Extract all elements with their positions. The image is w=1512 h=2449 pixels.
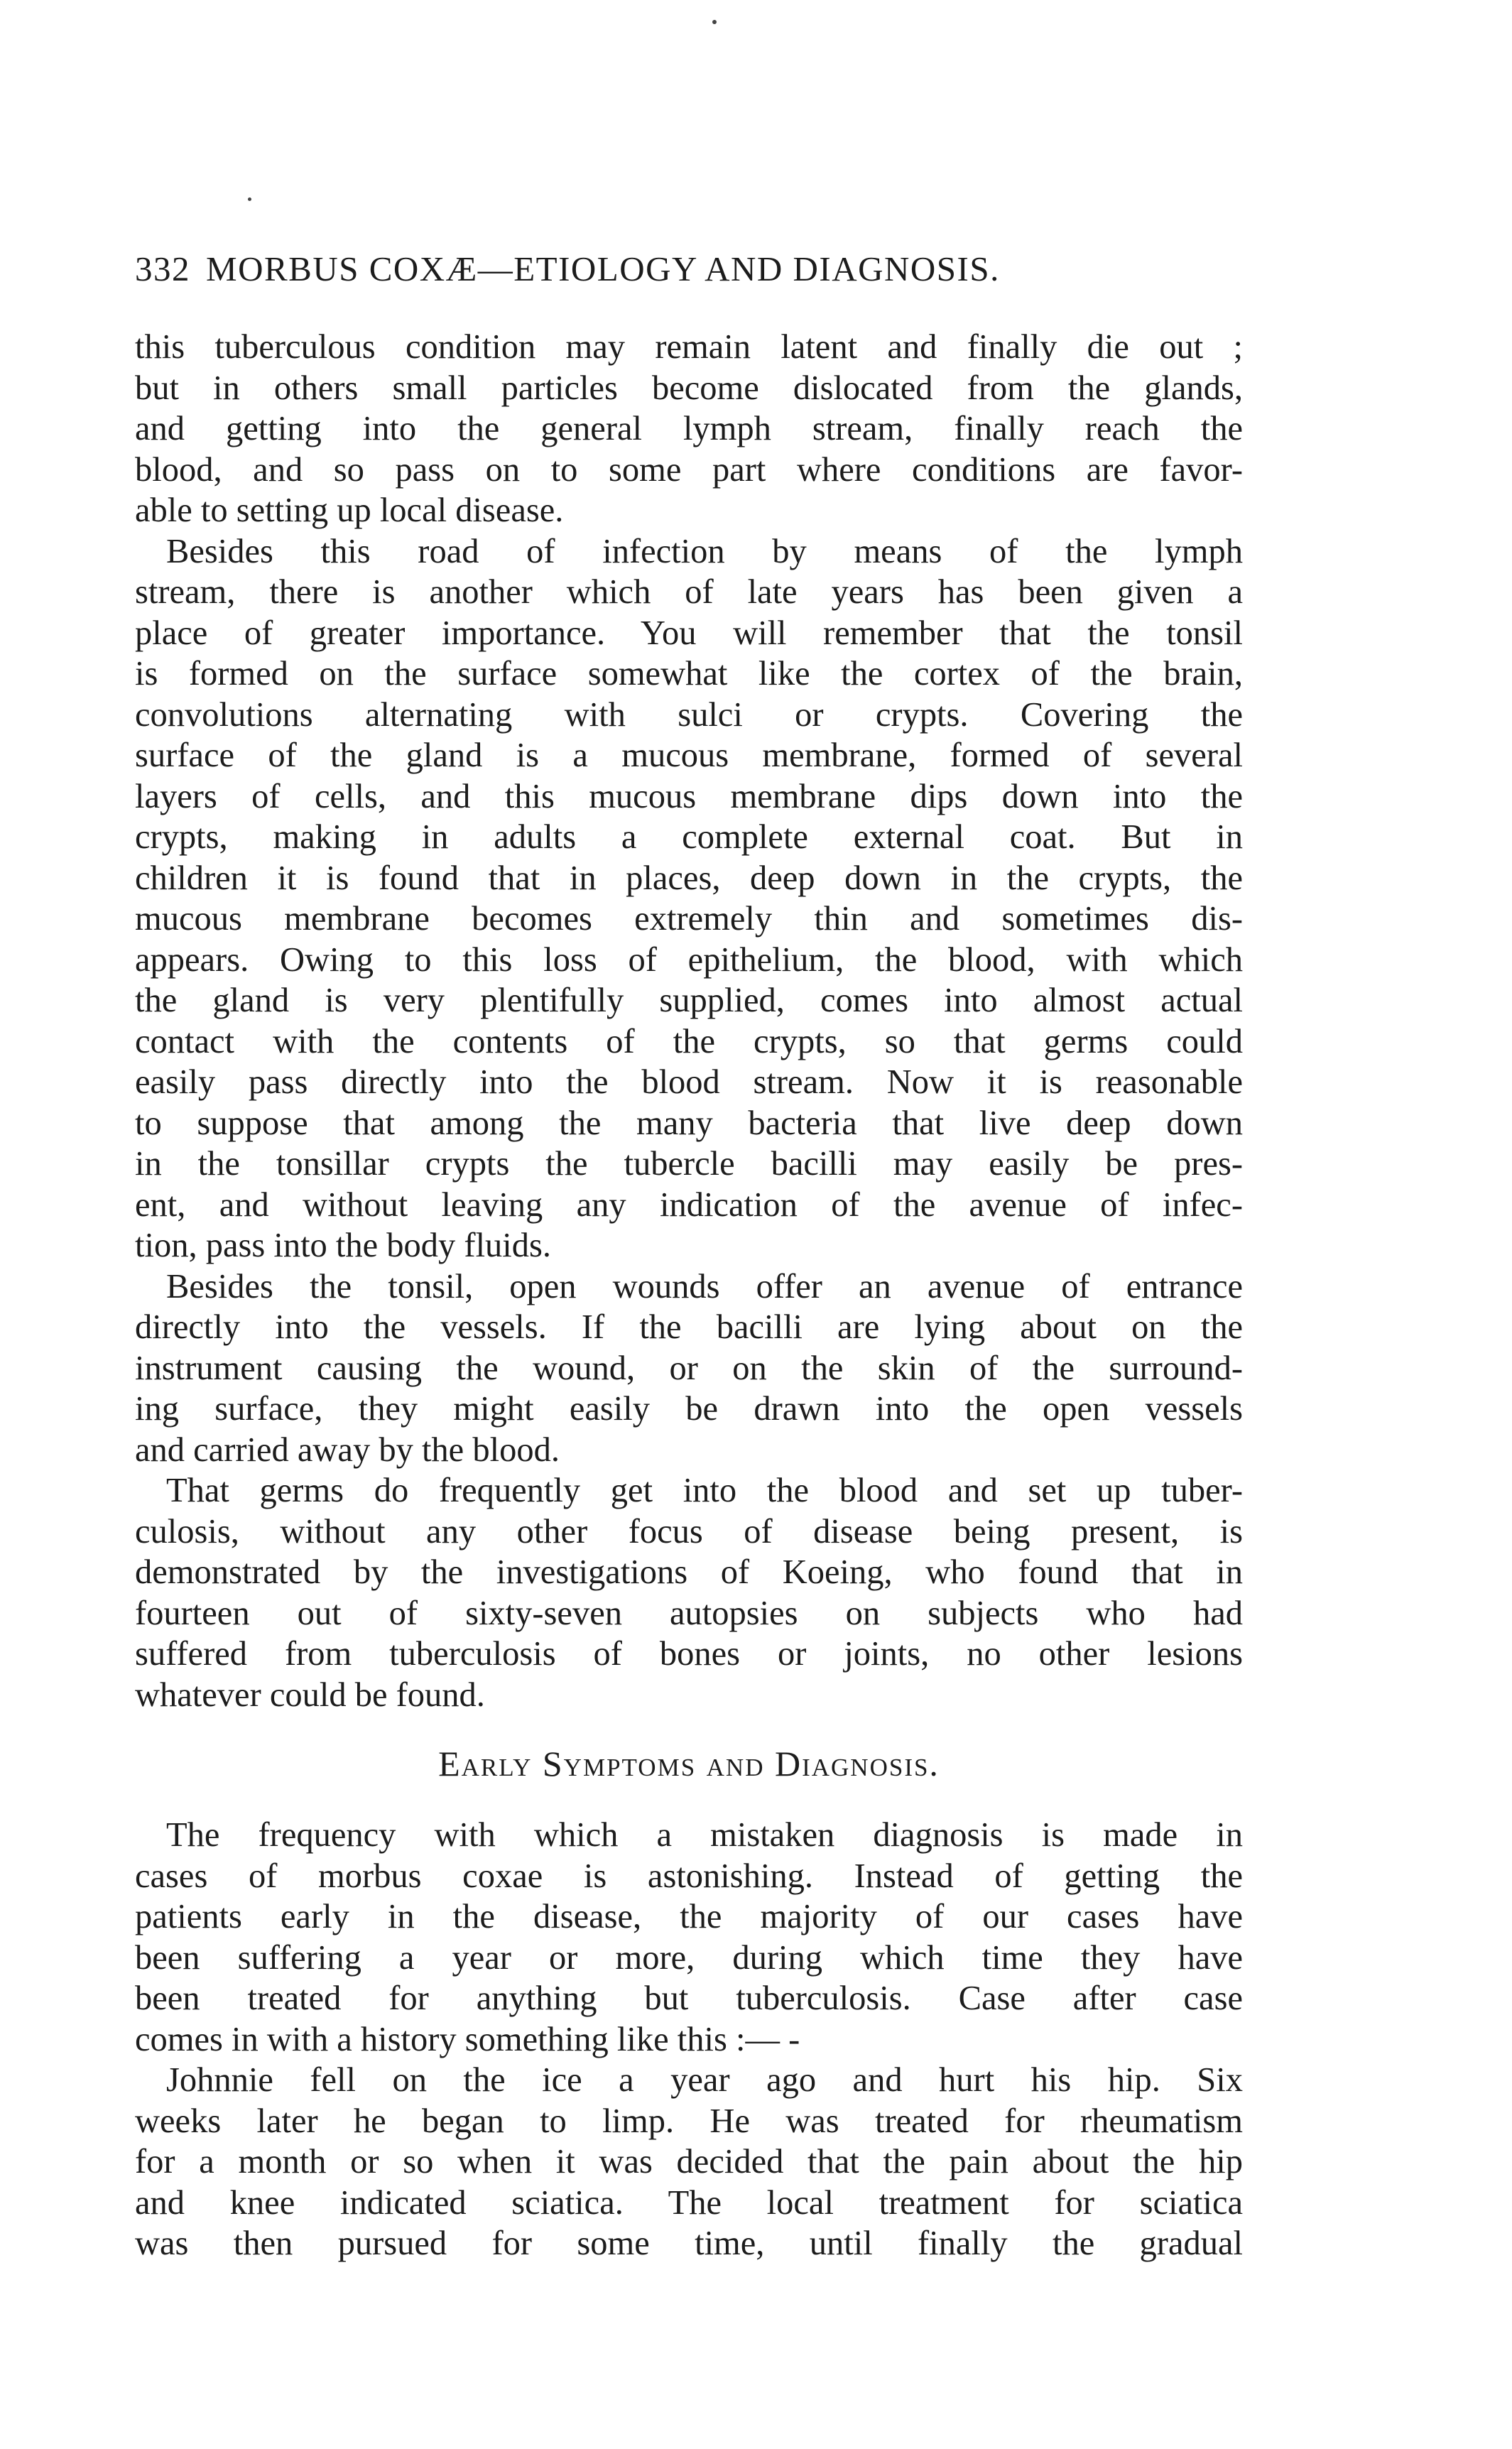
- text-line: crypts, making in adults a complete external coat. But in: [135, 818, 1243, 856]
- running-head-title: MORBUS COXÆ—ETIOLOGY AND DIAGNOSIS.: [206, 249, 1000, 288]
- text-line: children it is found that in places, deep down in the crypts, the: [135, 859, 1243, 897]
- paragraphs-after-heading: [135, 1815, 1243, 2264]
- text-line: That germs do frequently get into the blood and set up tuber-: [166, 1472, 1243, 1509]
- page-number: 332: [135, 249, 190, 288]
- paragraph: [135, 531, 1243, 1266]
- text-line: surface of the gland is a mucous membrane, formed of several: [135, 737, 1243, 774]
- text-line: weeks later he began to limp. He was treated for rheumatism: [135, 2102, 1243, 2140]
- text-line: appears. Owing to this loss of epithelium, the blood, with which: [135, 940, 1243, 979]
- text-line: contact with the contents of the crypts, so that germs could: [135, 1022, 1243, 1060]
- text-line: to suppose that among the many bacteria that live deep down: [135, 1104, 1243, 1142]
- section-heading: Early Symptoms and Diagnosis.: [438, 1744, 940, 1783]
- text-line: for a month or so when it was decided that the pain about the hip: [135, 2143, 1243, 2181]
- text-line: the gland is very plentifully supplied, comes into almost actual: [135, 982, 1243, 1019]
- text-line: patients early in the disease, the majority of our cases have: [135, 1898, 1243, 1935]
- text-line: and knee indicated sciatica. The local treatment for sciatica: [135, 2183, 1243, 2222]
- text-line: comes in with a history something like this :— -: [135, 2020, 800, 2058]
- paragraph: [135, 2060, 1243, 2264]
- text-line: directly into the vessels. If the bacilli are lying about on the: [135, 1308, 1243, 1346]
- paragraph: [135, 327, 1243, 531]
- text-line: stream, there is another which of late years has been given a: [135, 573, 1243, 611]
- text-line: but in others small particles become dislocated from the glands,: [135, 369, 1243, 407]
- text-line: easily pass directly into the blood stream. Now it is reasonable: [135, 1063, 1243, 1101]
- text-line: been treated for anything but tuberculosis. Case after case: [135, 1980, 1243, 2017]
- paragraphs-before-heading: [135, 327, 1243, 1715]
- text-line: Besides the tonsil, open wounds offer an avenue of entrance: [166, 1267, 1243, 1305]
- text-line: blood, and so pass on to some part where conditions are favor-: [135, 450, 1243, 489]
- text-line: able to setting up local disease.: [135, 492, 564, 529]
- text-line: this tuberculous condition may remain latent and finally die out ;: [135, 328, 1243, 366]
- text-line: is formed on the surface somewhat like the cortex of the brain,: [135, 655, 1243, 693]
- paragraph: [135, 1815, 1243, 2060]
- text-line: ent, and without leaving any indication of the avenue of infec-: [135, 1185, 1243, 1224]
- text-line: Johnnie fell on the ice a year ago and hurt his hip. Six: [166, 2061, 1243, 2099]
- text-line: Besides this road of infection by means of the lymph: [166, 532, 1243, 570]
- print-speck: [712, 20, 717, 24]
- paragraph: [135, 1266, 1243, 1471]
- text-line: demonstrated by the investigations of Koeing, who found that in: [135, 1553, 1243, 1591]
- text-line: and carried away by the blood.: [135, 1430, 560, 1469]
- body-text: [135, 327, 1243, 2264]
- text-line: culosis, without any other focus of disease being present, is: [135, 1512, 1243, 1551]
- text-line: mucous membrane becomes extremely thin and sometimes dis-: [135, 900, 1243, 938]
- text-line: convolutions alternating with sulci or crypts. Covering the: [135, 695, 1243, 734]
- text-line: suffered from tuberculosis of bones or joints, no other lesions: [135, 1635, 1243, 1673]
- text-line: layers of cells, and this mucous membrane dips down into the: [135, 777, 1243, 815]
- text-line: ing surface, they might easily be drawn into the open vessels: [135, 1390, 1243, 1428]
- print-speck: [248, 197, 251, 201]
- text-line: was then pursued for some time, until finally the gradual: [135, 2225, 1243, 2262]
- text-line: cases of morbus coxae is astonishing. Instead of getting the: [135, 1857, 1243, 1895]
- text-line: whatever could be found.: [135, 1676, 485, 1714]
- running-head: [135, 249, 1243, 289]
- text-line: and getting into the general lymph stream, finally reach the: [135, 410, 1243, 447]
- text-line: instrument causing the wound, or on the skin of the surround-: [135, 1349, 1243, 1387]
- paragraph: [135, 1470, 1243, 1715]
- text-line: in the tonsillar crypts the tubercle bacilli may easily be pres-: [135, 1145, 1243, 1183]
- text-line: tion, pass into the body fluids.: [135, 1227, 552, 1264]
- text-line: fourteen out of sixty-seven autopsies on subjects who had: [135, 1594, 1243, 1632]
- text-line: been suffering a year or more, during which time they have: [135, 1938, 1243, 1977]
- text-line: place of greater importance. You will remember that the tonsil: [135, 614, 1243, 652]
- text-line: The frequency with which a mistaken diagnosis is made in: [166, 1816, 1243, 1854]
